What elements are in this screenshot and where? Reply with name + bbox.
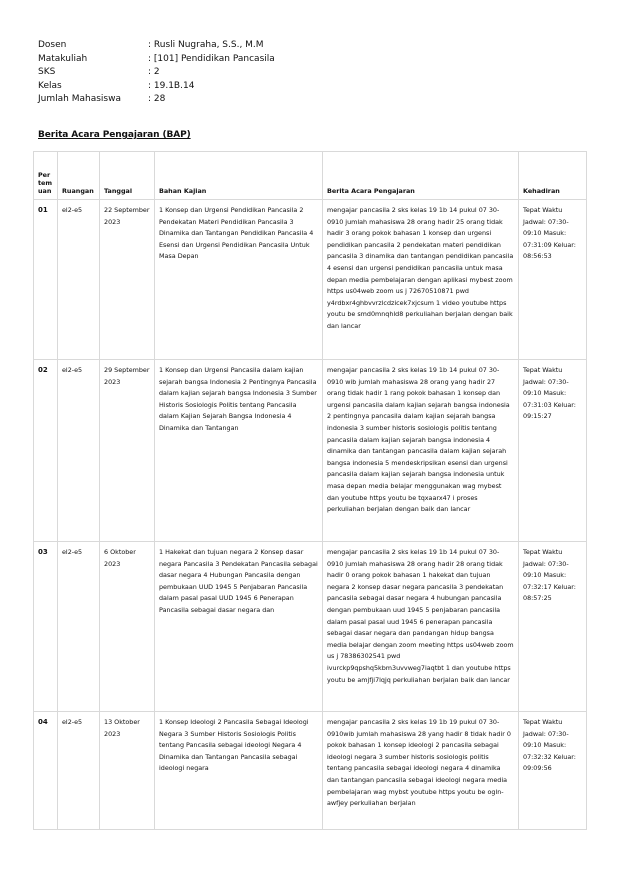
table-row <box>34 542 587 712</box>
cell-bap: mengajar pancasila 2 sks kelas 19 1b 14 pukul 07 30-0910 jumlah mahasiswa 28 orang hadir 25 orang tidak hadir 3 orang pokok bahasan 1 konsep dan urgensi pendidikan pancasila 2 pendekatan materi pendidikan pancasila 3 dinamika dan tantangan pendidikan pancasila 4 esensi dan urgensi pendidikan pancasila untuk masa depan media pembelajaran dengan aplikasi mybest zoom https us04web zoom us j 72670510871 pwd y4rdbxr4ghbvvrzlcdzicek7xjcsum 1 video youtube https youtu be smd0mnqhld8 perkuliahan berjalan dengan baik dan lancar <box>323 200 519 360</box>
cell-attendance: Tepat Waktu Jadwal: 07:30-09:10 Masuk: 07:31:09 Keluar: 08:56:53 <box>519 200 587 360</box>
meta-row-credits <box>38 66 275 80</box>
meta-value: : Rusli Nugraha, S.S., M.M <box>148 40 264 50</box>
table-row <box>34 360 587 542</box>
header-label: Pertemuan <box>38 171 53 195</box>
meta-value: : [101] Pendidikan Pancasila <box>148 53 275 64</box>
cell-bap: mengajar pancasila 2 sks kelas 19 1b 14 pukul 07 30-0910 wib jumlah mahasiswa 28 orang yang hadir 27 orang tidak hadir 1 rang pokok bahasan 1 konsep dan urgensi pancasila dalam kajian sejarah bangsa indonesia 2 pentingnya pancasila dalam kajian sejarah bangsa indonesia 3 sumber historis sosiologis politis tentang pancasila dalam kajian sejarah bangsa indonesia 4 dinamika dan tantangan pancasila dalam kajian sejarah bangsa indonesia 5 mendeskripsikan esensi dan urgensi pancasila dalam kajian sejarah bangsa indonesia untuk masa depan media belajar menggunakan wag mybest dan youtube https youtu be tqxaarx47 i proses perkuliahan berjalan dengan baik dan lancar <box>323 360 519 542</box>
cell-topic: 1 Konsep dan Urgensi Pancasila dalam kajian sejarah bangsa Indonesia 2 Pentingnya Pancasila dalam kajian sejarah bangsa Indonesia 3 Sumber Historis Sosiologis Politis tentang Pancasila dalam Kajian Sejarah Bangsa Indonesia 4 Dinamika dan Tantangan <box>155 360 323 542</box>
meta-value: : 19.1B.14 <box>148 80 195 91</box>
cell-date: 29 September 2023 <box>100 360 155 542</box>
meta-label: SKS <box>38 67 56 78</box>
meta-label: Kelas <box>38 80 62 91</box>
header-meeting <box>34 152 58 200</box>
table-header-row <box>34 152 587 200</box>
cell-topic: 1 Hakekat dan tujuan negara 2 Konsep dasar negara Pancasila 3 Pendekatan Pancasila sebagai dasar negara 4 Hubungan Pancasila dengan pembukaan UUD 1945 5 Penjabaran Pancasila dalam pasal pasal UUD 1945 6 Penerapan Pancasila sebagai dasar negara dan <box>155 542 323 712</box>
meta-value: : 28 <box>148 94 166 105</box>
section-title: Berita Acara Pengajaran (BAP) <box>38 130 191 140</box>
header-attendance: Kehadiran <box>519 152 587 200</box>
meta-label: Matakuliah <box>38 53 88 64</box>
table-row <box>34 712 587 830</box>
meta-row-lecturer <box>38 39 275 53</box>
cell-room: el2-e5 <box>58 200 100 360</box>
cell-meeting-number: 04 <box>34 712 58 830</box>
meta-row-students <box>38 93 275 107</box>
table-row <box>34 200 587 360</box>
cell-room: el2-e5 <box>58 360 100 542</box>
meta-row-course <box>38 53 275 67</box>
cell-date: 6 Oktober 2023 <box>100 542 155 712</box>
header-room: Ruangan <box>58 152 100 200</box>
cell-meeting-number: 03 <box>34 542 58 712</box>
cell-topic: 1 Konsep dan Urgensi Pendidikan Pancasila 2 Pendekatan Materi Pendidikan Pancasila 3 Dinamika dan Tantangan Pendidikan Pancasila 4 Esensi dan Urgensi Pendidikan Pancasila Untuk Masa Depan <box>155 200 323 360</box>
meta-label: Dosen <box>38 40 67 50</box>
cell-bap: mengajar pancasila 2 sks kelas 19 1b 19 pukul 07 30-0910wib jumlah mahasiswa 28 yang hadir 8 tidak hadir 0 pokok bahasan 1 konsep ideologi 2 pancasila sebagai ideologi negara 3 sumber historis sosiologis politis tentang pancasila sebagai ideologi negara 4 dinamika dan tantangan pancasila sebagai ideologi negara media pembelajaran wag mybst youtube https youtu be ogln-awfjey perkuliahan berjalan <box>323 712 519 830</box>
cell-attendance: Tepat Waktu Jadwal: 07:30-09:10 Masuk: 07:32:17 Keluar: 08:57:25 <box>519 542 587 712</box>
cell-topic: 1 Konsep Ideologi 2 Pancasila Sebagai Ideologi Negara 3 Sumber Historis Sosiologis Politis tentang Pancasila sebagai ideologi Negara 4 Dinamika dan Tantangan Pancasila sebagai ideologi negara <box>155 712 323 830</box>
header-topic: Bahan Kajian <box>155 152 323 200</box>
cell-date: 13 Oktober 2023 <box>100 712 155 830</box>
meta-row-class <box>38 80 275 94</box>
cell-bap: mengajar pancasila 2 sks kelas 19 1b 14 pukul 07 30-0910 jumlah mahasiswa 28 orang hadir 28 orang tidak hadir 0 orang pokok bahasan 1 hakekat dan tujuan negara 2 konsep dasar negara pancasila 3 pendekatan pancasila sebagai dasar negara 4 hubungan pancasila dengan pembukaan uud 1945 5 penjabaran pancasila dalam pasal pasal uud 1945 6 penerapan pancasila sebagai dasar negara dan pandangan hidup bangsa media belajar dengan zoom meeting https us04web zoom us j 78386302541 pwd ivurckp9qpshq5kbm3uvvweg7iaqtbt 1 dan youtube https youtu be amjfji7lqjq perkuliahan berjalan baik dan lancar <box>323 542 519 712</box>
cell-room: el2-e5 <box>58 542 100 712</box>
cell-room: el2-e5 <box>58 712 100 830</box>
course-info <box>38 39 275 107</box>
header-bap: Berita Acara Pengajaran <box>323 152 519 200</box>
cell-attendance: Tepat Waktu Jadwal: 07:30-09:10 Masuk: 07:31:03 Keluar: 09:15:27 <box>519 360 587 542</box>
cell-meeting-number: 01 <box>34 200 58 360</box>
cell-meeting-number: 02 <box>34 360 58 542</box>
meta-value: : 2 <box>148 67 160 78</box>
cell-date: 22 September 2023 <box>100 200 155 360</box>
bap-table <box>33 151 587 830</box>
cell-attendance: Tepat Waktu Jadwal: 07:30-09:10 Masuk: 07:32:32 Keluar: 09:09:56 <box>519 712 587 830</box>
header-date: Tanggal <box>100 152 155 200</box>
meta-label: Jumlah Mahasiswa <box>38 94 121 105</box>
